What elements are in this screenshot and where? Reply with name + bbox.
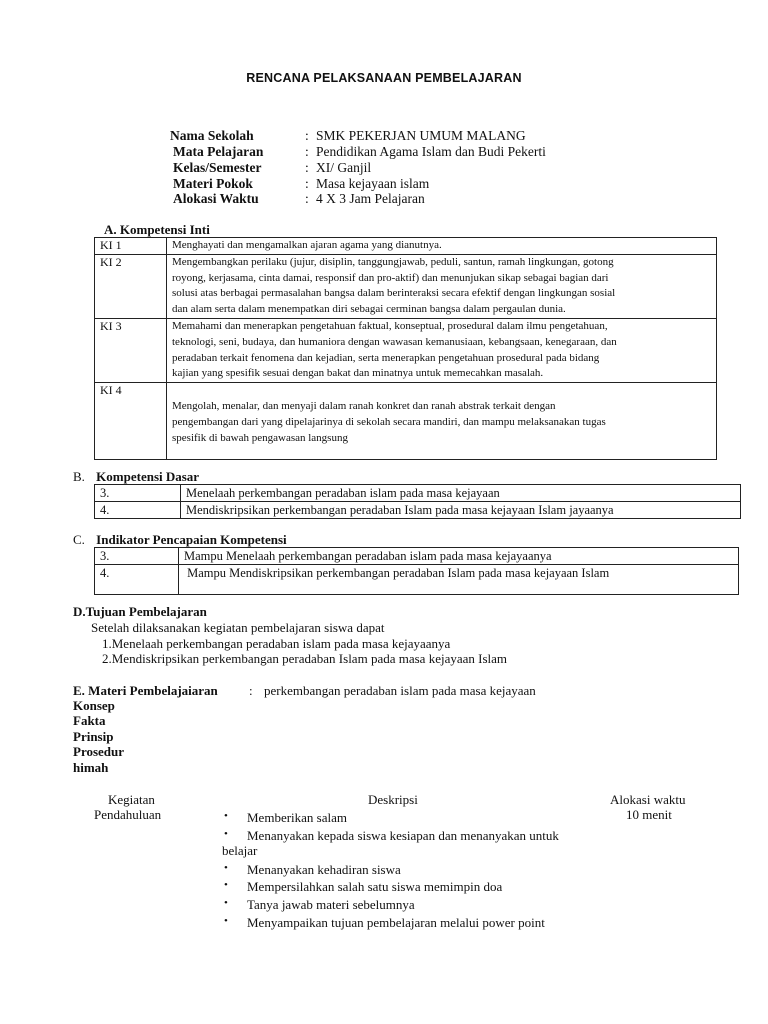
indikator-number: 3. — [95, 548, 179, 565]
ki-line: royong, kerjasama, cinta damai, responsif dan pro-aktif) dan menunjukan sikap sebagai bagian dari — [172, 271, 609, 284]
indikator-number: 4. — [95, 565, 179, 595]
ki-line: Menghayati dan mengamalkan ajaran agama yang dianutnya. — [172, 239, 442, 251]
identity-label: Kelas/Semester — [173, 160, 262, 175]
section-e-heading: E. Materi Pembelajaiaran — [73, 683, 218, 698]
materi-term: Prosedur — [73, 744, 125, 759]
col-header-alokasi: Alokasi waktu — [610, 792, 686, 807]
identity-colon: : — [305, 144, 309, 159]
table-row — [95, 383, 717, 460]
identity-row-class — [0, 160, 768, 176]
kompetensi-dasar-table — [94, 484, 741, 519]
identity-row-topic — [0, 176, 768, 192]
kd-text: Mendiskripsikan perkembangan peradaban Islam pada masa kejayaan Islam jayaanya — [181, 502, 741, 519]
identity-value: Masa kejayaan islam — [316, 176, 430, 191]
identity-row-school — [0, 128, 768, 144]
section-a-heading: A. Kompetensi Inti — [104, 222, 210, 237]
identity-value: 4 X 3 Jam Pelajaran — [316, 191, 425, 206]
list-item — [0, 862, 768, 878]
kompetensi-inti-table — [94, 237, 717, 460]
identity-value: SMK PEKERJAN UMUM MALANG — [316, 128, 526, 143]
materi-term: Prinsip — [73, 729, 114, 744]
activity-item: Menyampaikan tujuan pembelajaran melalui power point — [247, 915, 545, 930]
activity-item: Menanyakan kepada siswa kesiapan dan menanyakan untuk — [247, 828, 559, 843]
ki-line: teknologi, seni, budaya, dan humaniora dengan wawasan kemanusiaan, kebangsaan, kenegaraan, dan — [172, 335, 617, 348]
ki-line: spesifik di bawah pengawasan langsung — [172, 431, 348, 444]
ki-line: Mengembangkan perilaku (jujur, disiplin, tanggungjawab, peduli, santun, ramah lingkungan, gotong — [172, 255, 614, 268]
table-row — [95, 548, 739, 565]
ki-code: KI 1 — [95, 238, 167, 255]
activity-item: Memberikan salam — [247, 810, 347, 825]
bullet-icon: • — [224, 897, 228, 909]
table-row — [95, 254, 717, 318]
table-row — [95, 238, 717, 255]
identity-colon: : — [305, 176, 309, 191]
ki-line: pengembangan dari yang dipelajarinya di sekolah secara mandiri, dan mampu melaksanakan tugas — [172, 415, 606, 428]
identity-label: Alokasi Waktu — [173, 191, 259, 206]
identity-label: Materi Pokok — [173, 176, 253, 191]
ki-line: peradaban terkait fenomena dan kejadian, serta menerapkan pengetahuan prosedural pada bidang — [172, 351, 600, 364]
section-c-title: Indikator Pencapaian Kompetensi — [96, 532, 287, 547]
table-row — [95, 485, 741, 502]
table-row — [95, 318, 717, 382]
ki-code: KI 4 — [95, 383, 167, 460]
ki-line: solusi atas berbagai permasalahan bangsa dalam berinteraksi secara efektif dengan lingkungan sosial — [172, 287, 616, 300]
identity-label: Mata Pelajaran — [173, 144, 264, 159]
kd-text: Menelaah perkembangan peradaban islam pada masa kejayaan — [181, 485, 741, 502]
activity-time: 10 menit — [626, 807, 672, 822]
identity-colon: : — [305, 191, 309, 206]
objective-item: 2.Mendiskripsikan perkembangan peradaban Islam pada masa kejayaan Islam — [102, 651, 508, 666]
page-title: RENCANA PELAKSANAAN PEMBELAJARAN — [246, 71, 522, 85]
bullet-icon: • — [224, 879, 228, 891]
list-item — [0, 810, 768, 826]
bullet-icon: • — [224, 828, 228, 840]
ki-text — [167, 383, 717, 460]
section-c-heading — [73, 532, 287, 548]
identity-value: Pendidikan Agama Islam dan Budi Pekerti — [316, 144, 546, 159]
bullet-icon: • — [224, 862, 228, 874]
activity-item-continuation: belajar — [222, 843, 258, 858]
ki-text — [167, 238, 717, 255]
section-b-title: Kompetensi Dasar — [96, 469, 200, 484]
ki-line: Mengolah, menalar, dan menyaji dalam ranah konkret dan ranah abstrak terkait dengan — [172, 400, 556, 413]
bullet-icon: • — [224, 915, 228, 927]
table-row — [95, 502, 741, 519]
objective-item: 1.Menelaah perkembangan peradaban islam pada masa kejayaanya — [102, 636, 451, 651]
section-b-heading — [73, 469, 199, 485]
ki-line: Memahami dan menerapkan pengetahuan faktual, konseptual, prosedural dalam ilmu pengetahuan, — [172, 319, 608, 332]
ki-line: dan alam serta dalam menempatkan diri sebagai cerminan bangsa dalam pergaulan dunia. — [172, 303, 566, 316]
ki-line: kajian yang spesifik sesuai dengan bakat dan minatnya untuk memecahkan masalah. — [172, 367, 544, 380]
list-item — [0, 828, 768, 844]
list-item — [0, 879, 768, 895]
col-header-deskripsi: Deskripsi — [368, 792, 418, 807]
identity-row-time — [0, 191, 768, 207]
ki-text — [167, 318, 717, 382]
list-item — [0, 897, 768, 913]
section-d-intro: Setelah dilaksanakan kegiatan pembelajaran siswa dapat — [91, 620, 385, 635]
indikator-text: Mampu Mendiskripsikan perkembangan peradaban Islam pada masa kejayaan Islam — [179, 565, 739, 595]
ki-code: KI 2 — [95, 254, 167, 318]
materi-term: himah — [73, 760, 109, 775]
ki-text — [167, 254, 717, 318]
identity-row-subject — [0, 144, 768, 160]
indikator-table — [94, 547, 739, 595]
bullet-icon: • — [224, 810, 228, 822]
identity-value: XI/ Ganjil — [316, 160, 372, 175]
section-c-label: C. — [73, 532, 85, 547]
activity-item: Mempersilahkan salah satu siswa memimpin doa — [247, 879, 503, 894]
list-item — [0, 915, 768, 931]
identity-colon: : — [305, 128, 309, 143]
table-row — [95, 565, 739, 595]
identity-label: Nama Sekolah — [170, 128, 254, 143]
section-e-colon: : — [249, 683, 253, 698]
kd-number: 4. — [95, 502, 181, 519]
kd-number: 3. — [95, 485, 181, 502]
materi-term: Fakta — [73, 713, 106, 728]
activity-phase: Pendahuluan — [94, 807, 162, 822]
section-b-label: B. — [73, 469, 85, 484]
activity-item: Menanyakan kehadiran siswa — [247, 862, 401, 877]
col-header-kegiatan: Kegiatan — [108, 792, 155, 807]
ki-code: KI 3 — [95, 318, 167, 382]
identity-colon: : — [305, 160, 309, 175]
section-d-heading: D.Tujuan Pembelajaran — [73, 604, 207, 619]
activity-item: Tanya jawab materi sebelumnya — [247, 897, 415, 912]
materi-term: Konsep — [73, 698, 115, 713]
section-e-value: perkembangan peradaban islam pada masa kejayaan — [264, 683, 536, 698]
indikator-text: Mampu Menelaah perkembangan peradaban islam pada masa kejayaanya — [179, 548, 739, 565]
